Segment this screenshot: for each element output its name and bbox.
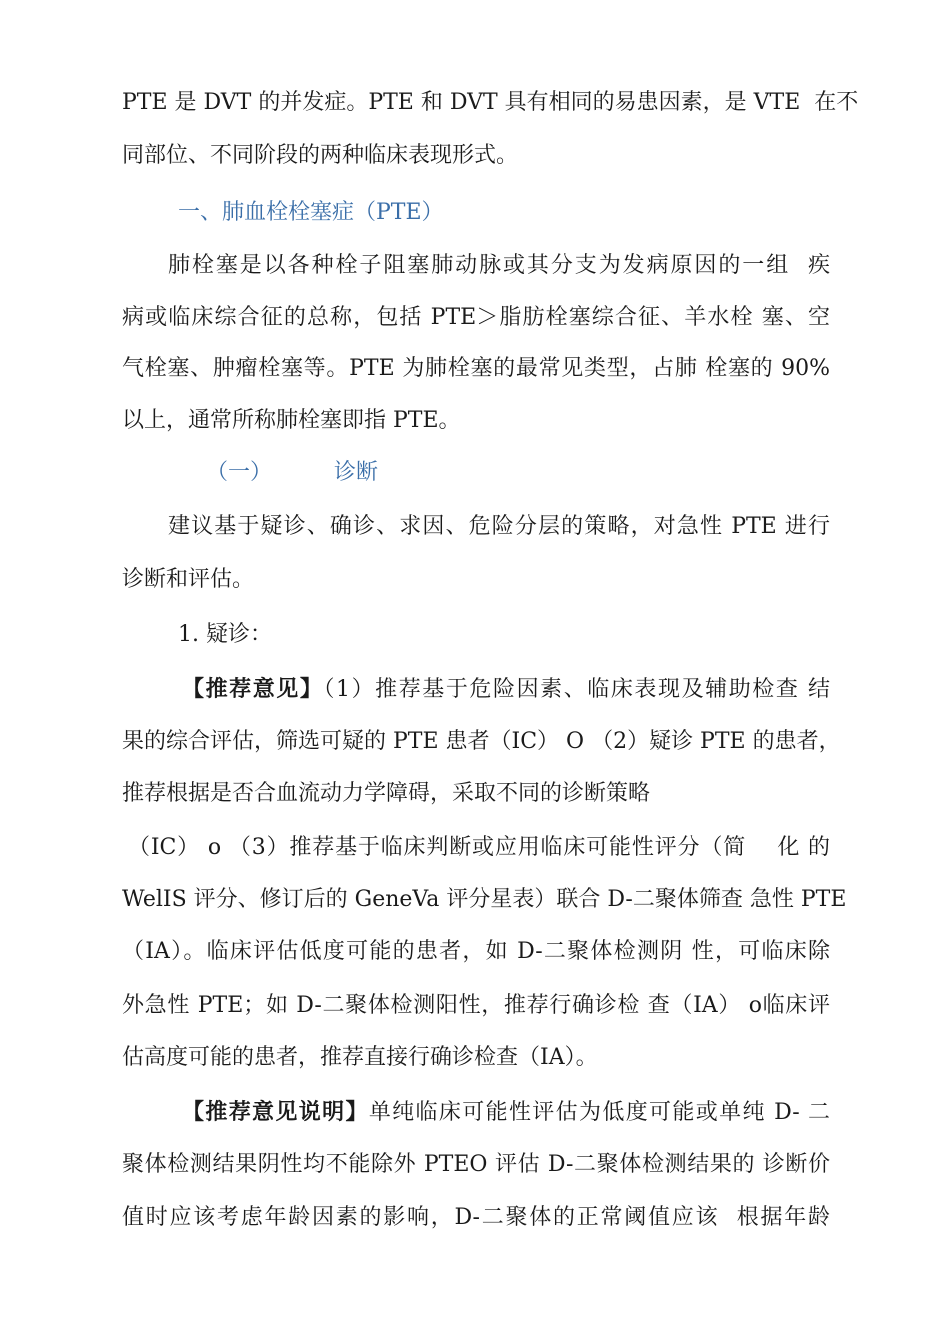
recommendation-note-line-1-text: 单纯临床可能性评估为低度可能或单纯 D- 二 (368, 1100, 830, 1125)
recommendation-line-2: 果的综合评估，筛选可疑的 PTE 患者（IC） O （2）疑诊 PTE 的患者， (122, 729, 841, 754)
paragraph-definition-line-1: 肺栓塞是以各种栓子阻塞肺动脉或其分支为发病原因的一组 疾 (168, 253, 830, 278)
recommendation-line-8: 估高度可能的患者，推荐直接行确诊检查（IA）。 (122, 1045, 598, 1070)
recommendation-line-6: （IA）。临床评估低度可能的患者，如 D-二聚体检测阴 性，可临床除 (122, 939, 830, 964)
sub-heading-title: 诊断 (334, 460, 379, 485)
paragraph-strategy-line-2: 诊断和评估。 (122, 567, 255, 592)
recommendation-line-5: WelIS 评分、修订后的 GeneVa 评分星表）联合 D-二聚体筛查 急性 PTE (122, 887, 847, 912)
recommendation-label: 【推荐意见】 (182, 676, 324, 702)
recommendation-line-7: 外急性 PTE；如 D-二聚体检测阳性，推荐行确诊检 查（IA） o临床评 (122, 993, 830, 1018)
sub-heading-number: （一） (206, 460, 273, 485)
paragraph-definition-line-2: 病或临床综合征的总称，包括 PTE＞脂肪栓塞综合征、羊水栓 塞、空 (122, 305, 830, 330)
recommendation-line-3: 推荐根据是否合血流动力学障碍，采取不同的诊断策略 (122, 781, 651, 806)
paragraph-intro-line-1: PTE 是 DVT 的并发症。PTE 和 DVT 具有相同的易患因素，是 VTE 在不 (122, 90, 859, 115)
recommendation-line-1 (182, 674, 830, 705)
section-heading: 一、肺血栓栓塞症（PTE） (178, 200, 444, 225)
recommendation-note-line-1 (182, 1097, 830, 1128)
recommendation-line-1-text: （1）推荐基于危险因素、临床表现及辅助检查 结 (323, 677, 830, 702)
paragraph-definition-line-4: 以上，通常所称肺栓塞即指 PTE。 (122, 408, 461, 433)
paragraph-intro-line-2: 同部位、不同阶段的两种临床表现形式。 (122, 143, 519, 168)
recommendation-note-line-3: 值时应该考虑年龄因素的影响，D-二聚体的正常阈值应该 根据年龄 (122, 1205, 830, 1230)
recommendation-line-4: （IC） o （3）推荐基于临床判断或应用临床可能性评分（简 化 的 (128, 835, 830, 860)
paragraph-definition-line-3: 气栓塞、肿瘤栓塞等。PTE 为肺栓塞的最常见类型，占肺 栓塞的 90% (122, 356, 830, 381)
item-heading: 1. 疑诊： (178, 622, 272, 647)
recommendation-note-label: 【推荐意见说明】 (182, 1099, 369, 1125)
paragraph-strategy-line-1: 建议基于疑诊、确诊、求因、危险分层的策略，对急性 PTE 进行 (168, 514, 830, 539)
recommendation-note-line-2: 聚体检测结果阴性均不能除外 PTEO 评估 D-二聚体检测结果的 诊断价 (122, 1152, 830, 1177)
